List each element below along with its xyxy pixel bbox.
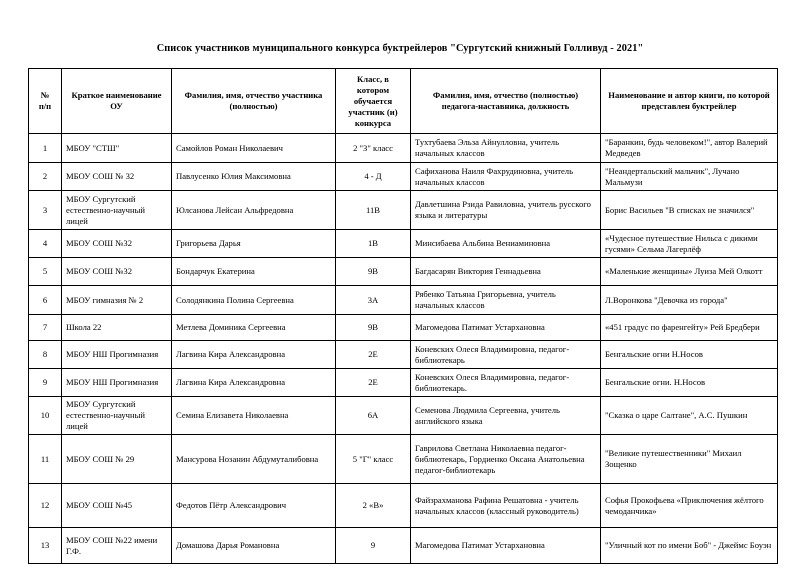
table-row xyxy=(29,435,778,484)
cell-teacher: Магомедова Патимат Устархановна xyxy=(411,315,601,341)
cell-participant: Павлусенко Юлия Максимовна xyxy=(172,163,336,191)
cell-teacher: Гаврилова Светлана Николаевна педагог-библиотекарь, Гордиенко Оксана Анатольевна педагог-библиотекарь xyxy=(411,435,601,484)
cell-book: «Чудесное путешествие Нильса с дикими гусями» Сельма Лагерлёф xyxy=(601,230,778,258)
cell-participant: Семина Елизавета Николаевна xyxy=(172,397,336,435)
cell-class: 5 "Г" класс xyxy=(336,435,411,484)
column-header-number-line1: № xyxy=(40,90,50,100)
cell-school: МБОУ СОШ № 29 xyxy=(62,435,172,484)
cell-participant: Григорьева Дарья xyxy=(172,230,336,258)
cell-participant: Домашова Дарья Романовна xyxy=(172,528,336,564)
table-row xyxy=(29,258,778,286)
cell-participant: Самойлов Роман Николаевич xyxy=(172,134,336,163)
cell-teacher: Магомедова Патимат Устархановна xyxy=(411,528,601,564)
column-header-school: Краткое наименование ОУ xyxy=(62,69,172,134)
cell-participant: Лагвина Кира Александровна xyxy=(172,341,336,369)
cell-school: МБОУ Сургутский естественно-научный лицей xyxy=(62,397,172,435)
cell-book: Борис Васильев "В списках не значился" xyxy=(601,191,778,230)
cell-class: 4 - Д xyxy=(336,163,411,191)
cell-number: 5 xyxy=(29,258,62,286)
cell-number: 2 xyxy=(29,163,62,191)
cell-book: "Уличный кот по имени Боб" - Джеймс Боуэн xyxy=(601,528,778,564)
cell-book: "Великие путешественники" Михаил Зощенко xyxy=(601,435,778,484)
table-row xyxy=(29,397,778,435)
cell-school: МБОУ СОШ №45 xyxy=(62,484,172,528)
cell-participant: Метлева Доминика Сергеевна xyxy=(172,315,336,341)
cell-teacher: Файзрахманова Рафина Решатовна - учитель начальных классов (классный руководитель) xyxy=(411,484,601,528)
table-body xyxy=(29,134,778,564)
cell-number: 7 xyxy=(29,315,62,341)
column-header-number-line2: п/п xyxy=(38,101,52,111)
cell-school: МБОУ СОШ №22 имени Г.Ф. xyxy=(62,528,172,564)
cell-number: 11 xyxy=(29,435,62,484)
cell-number: 9 xyxy=(29,369,62,397)
table-row xyxy=(29,315,778,341)
cell-book: "Баранкин, будь человеком!", автор Валерий Медведев xyxy=(601,134,778,163)
cell-teacher: Тухтубаева Эльза Айнулловна, учитель начальных классов xyxy=(411,134,601,163)
cell-teacher: Минсибаева Альбина Вениаминовна xyxy=(411,230,601,258)
cell-school: МБОУ НШ Прогимназия xyxy=(62,341,172,369)
cell-participant: Юлсанова Лейсан Альфредовна xyxy=(172,191,336,230)
table-row xyxy=(29,341,778,369)
cell-participant: Лагвина Кира Александровна xyxy=(172,369,336,397)
cell-book: Л.Воронкова "Девочка из города" xyxy=(601,286,778,315)
cell-teacher: Багдасарян Виктория Геннадьевна xyxy=(411,258,601,286)
cell-participant: Мансурова Нозанин Абдумуталибовна xyxy=(172,435,336,484)
cell-participant: Бондарчук Екатерина xyxy=(172,258,336,286)
table-row xyxy=(29,528,778,564)
cell-teacher: Семенова Людмила Сергеевна, учитель английского языка xyxy=(411,397,601,435)
cell-number: 3 xyxy=(29,191,62,230)
table-header-row xyxy=(29,69,778,134)
cell-book: "Неандертальский мальчик", Лучано Мальмузи xyxy=(601,163,778,191)
page-title: Список участников муниципального конкурса буктрейлеров "Сургутский книжный Голливуд - 2021" xyxy=(156,43,644,54)
cell-teacher: Коневских Олеся Владимировна, педагог-библиотекарь. xyxy=(411,369,601,397)
cell-school: Школа 22 xyxy=(62,315,172,341)
cell-class: 9В xyxy=(336,315,411,341)
cell-class: 3А xyxy=(336,286,411,315)
cell-teacher: Давлетшина Рзида Равиловна, учитель русского языка и литературы xyxy=(411,191,601,230)
cell-book: «451 градус по фаренгейту» Рей Бредбери xyxy=(601,315,778,341)
column-header-number xyxy=(29,69,62,134)
table-row xyxy=(29,191,778,230)
table-row xyxy=(29,134,778,163)
cell-number: 6 xyxy=(29,286,62,315)
column-header-teacher: Фамилия, имя, отчество (полностью) педагога-наставника, должность xyxy=(411,69,601,134)
cell-teacher: Коневских Олеся Владимировна, педагог-библиотекарь xyxy=(411,341,601,369)
participants-table xyxy=(28,68,778,564)
cell-book: «Маленькие женщины» Луиза Мей Олкотт xyxy=(601,258,778,286)
table-row xyxy=(29,230,778,258)
cell-class: 2 «В» xyxy=(336,484,411,528)
table-row xyxy=(29,163,778,191)
column-header-book: Наименование и автор книги, по которой представлен буктрейлер xyxy=(601,69,778,134)
table-header xyxy=(29,69,778,134)
cell-number: 4 xyxy=(29,230,62,258)
cell-book: "Сказка о царе Салтане", А.С. Пушкин xyxy=(601,397,778,435)
cell-book: Бенгальские огни Н.Носов xyxy=(601,341,778,369)
cell-number: 1 xyxy=(29,134,62,163)
table-row xyxy=(29,369,778,397)
cell-school: МБОУ СОШ № 32 xyxy=(62,163,172,191)
table-row xyxy=(29,484,778,528)
cell-class: 9В xyxy=(336,258,411,286)
cell-class: 6А xyxy=(336,397,411,435)
cell-school: МБОУ НШ Прогимназия xyxy=(62,369,172,397)
cell-participant: Федотов Пётр Александрович xyxy=(172,484,336,528)
cell-number: 10 xyxy=(29,397,62,435)
cell-class: 2 "З" класс xyxy=(336,134,411,163)
cell-teacher: Сафиханова Наиля Фахрудиновна, учитель начальных классов xyxy=(411,163,601,191)
cell-number: 12 xyxy=(29,484,62,528)
cell-class: 11В xyxy=(336,191,411,230)
column-header-participant: Фамилия, имя, отчество участника (полностью) xyxy=(172,69,336,134)
cell-class: 1В xyxy=(336,230,411,258)
cell-book: Бенгальские огни. Н.Носов xyxy=(601,369,778,397)
column-header-class: Класс, в котором обучается участник (и) конкурса xyxy=(336,69,411,134)
cell-school: МБОУ СОШ №32 xyxy=(62,258,172,286)
cell-teacher: Рябенко Татьяна Григорьевна, учитель начальных классов xyxy=(411,286,601,315)
cell-participant: Солодянкина Полина Сергеевна xyxy=(172,286,336,315)
cell-number: 8 xyxy=(29,341,62,369)
cell-school: МБОУ "СТШ" xyxy=(62,134,172,163)
cell-book: Софья Прокофьева «Приключения жёлтого чемоданчика» xyxy=(601,484,778,528)
cell-class: 2Е xyxy=(336,369,411,397)
cell-number: 13 xyxy=(29,528,62,564)
table-row xyxy=(29,286,778,315)
cell-school: МБОУ гимназия № 2 xyxy=(62,286,172,315)
cell-school: МБОУ Сургутский естественно-научный лицей xyxy=(62,191,172,230)
cell-class: 9 xyxy=(336,528,411,564)
cell-class: 2Е xyxy=(336,341,411,369)
cell-school: МБОУ СОШ №32 xyxy=(62,230,172,258)
